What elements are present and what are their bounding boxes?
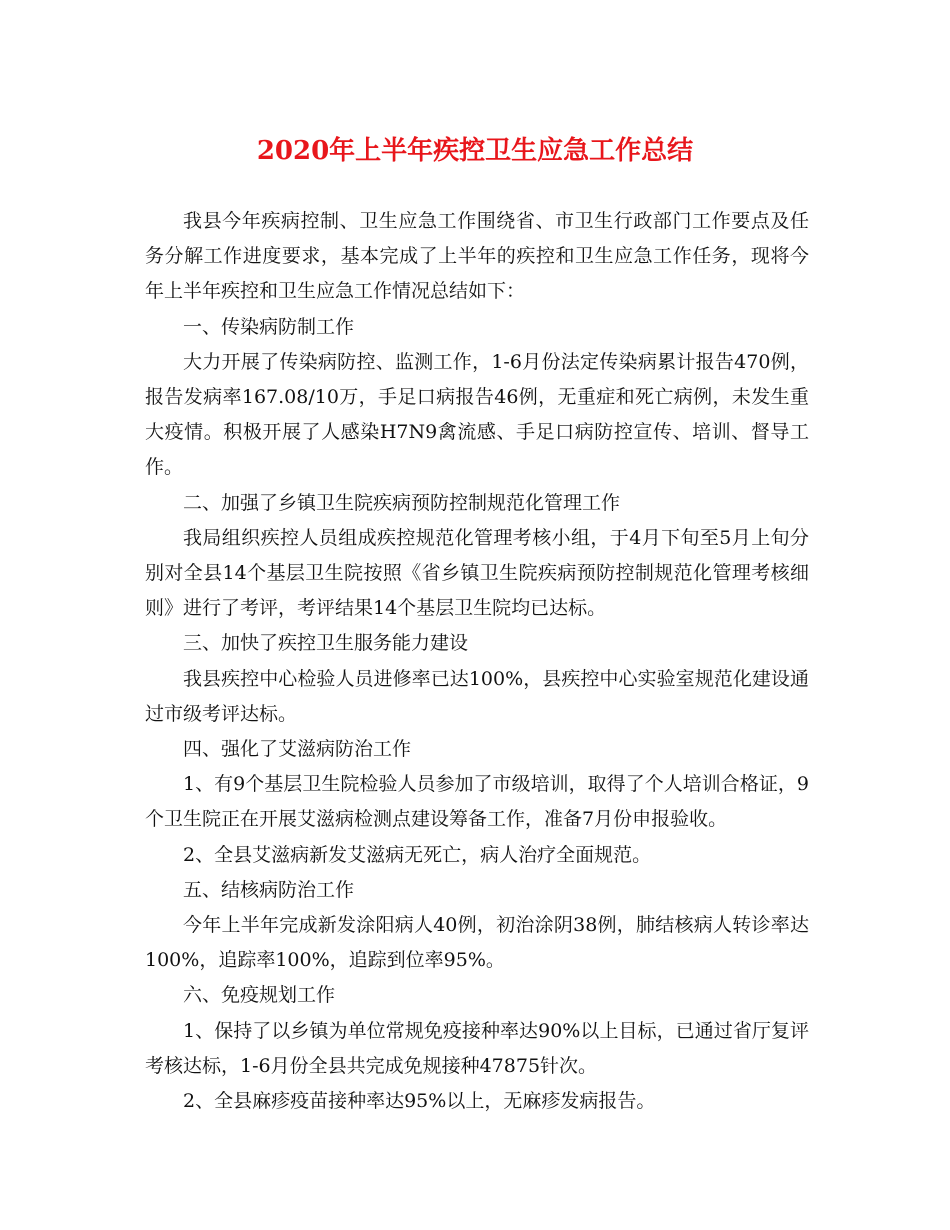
section-heading-capacity-building: 三、加快了疾控卫生服务能力建设 xyxy=(183,632,469,655)
section-heading-infectious-disease: 一、传染病防制工作 xyxy=(183,315,355,338)
section-heading-township-management: 二、加强了乡镇卫生院疾病预防控制规范化管理工作 xyxy=(183,491,621,514)
paragraph-aids-2: 2、全县艾滋病新发艾滋病无死亡，病人治疗全面规范。 xyxy=(183,843,652,866)
paragraph-immunization-1: 1、保持了以乡镇为单位常规免疫接种率达90%以上目标，已通过省厅复评考核达标，1-6月份全县共完成免规接种47875针次。 xyxy=(145,1019,809,1077)
section-heading-immunization: 六、免疫规划工作 xyxy=(183,984,336,1007)
paragraph-capacity-building: 我县疾控中心检验人员进修率已达100%，县疾控中心实验室规范化建设通过市级考评达标。 xyxy=(145,667,809,725)
intro-paragraph: 我县今年疾病控制、卫生应急工作围绕省、市卫生行政部门工作要点及任务分解工作进度要求，基本完成了上半年的疾控和卫生应急工作任务，现将今年上半年疾控和卫生应急工作情况总结如下： xyxy=(145,210,809,303)
paragraph-immunization-2: 2、全县麻疹疫苗接种率达95%以上，无麻疹发病报告。 xyxy=(183,1090,656,1113)
paragraph-township-management: 我局组织疾控人员组成疾控规范化管理考核小组，于4月下旬至5月上旬分别对全县14个基层卫生院按照《省乡镇卫生院疾病预防控制规范化管理考核细则》进行了考评，考评结果14个基层卫生院均已达标。 xyxy=(145,526,809,620)
document-title: 2020年上半年疾控卫生应急工作总结 xyxy=(256,136,694,166)
paragraph-tuberculosis: 今年上半年完成新发涂阳病人40例，初治涂阴38例，肺结核病人转诊率达100%，追踪率100%，追踪到位率95%。 xyxy=(145,914,809,972)
section-heading-tuberculosis: 五、结核病防治工作 xyxy=(183,878,355,901)
paragraph-infectious-disease: 大力开展了传染病防控、监测工作，1-6月份法定传染病累计报告470例，报告发病率167.08/10万，手足口病报告46例，无重症和死亡病例，未发生重大疫情。积极开展了人感染H7N9禽流感、手足口病防控宣传、培训、督导工作。 xyxy=(145,350,809,479)
paragraph-aids-1: 1、有9个基层卫生院检验人员参加了市级培训，取得了个人培训合格证，9个卫生院正在开展艾滋病检测点建设筹备工作，准备7月份申报验收。 xyxy=(145,773,809,831)
section-heading-aids: 四、强化了艾滋病防治工作 xyxy=(183,738,412,761)
document-body xyxy=(145,204,809,1119)
